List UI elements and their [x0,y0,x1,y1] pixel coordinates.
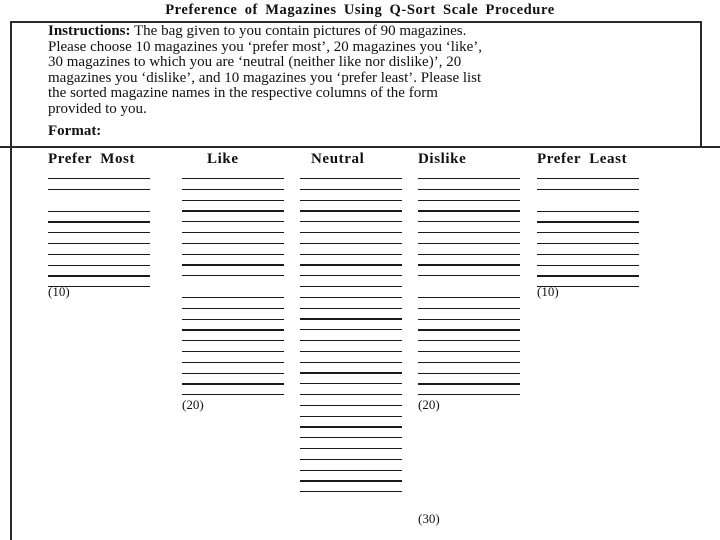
answer-blank-like[interactable] [182,221,284,222]
answer-blank-dislike[interactable] [418,394,520,395]
instructions-line: Please choose 10 magazines you ‘prefer most’, 20 magazines you ‘like’, [48,38,483,55]
section-divider [0,146,720,148]
answer-blank-neutral[interactable] [300,416,402,417]
answer-blank-like[interactable] [182,254,284,255]
answer-blank-dislike[interactable] [418,178,520,179]
answer-blank-neutral[interactable] [300,232,402,233]
answer-blank-neutral[interactable] [300,470,402,471]
column-heading-dislike: Dislike [418,151,467,167]
answer-blank-neutral[interactable] [300,351,402,352]
answer-blank-dislike[interactable] [418,200,520,201]
answer-blank-dislike[interactable] [418,221,520,222]
answer-blank-like[interactable] [182,297,284,298]
instructions-line: magazines you ‘dislike’, and 10 magazines you ‘prefer least’. Please list [48,69,482,86]
answer-blank-neutral[interactable] [300,437,402,438]
answer-blank-prefer-most[interactable] [48,265,150,266]
answer-blank-neutral[interactable] [300,448,402,449]
answer-blank-like[interactable] [182,351,284,352]
answer-blank-like[interactable] [182,210,284,211]
answer-blank-like[interactable] [182,200,284,201]
answer-blank-neutral[interactable] [300,329,402,330]
answer-blank-neutral[interactable] [300,297,402,298]
answer-blank-dislike[interactable] [418,373,520,374]
answer-blank-neutral[interactable] [300,480,402,481]
answer-blank-dislike[interactable] [418,232,520,233]
count-label-neutral: (30) [418,511,440,526]
frame-left-rule [10,21,12,540]
count-label-prefer-most: (10) [48,284,70,299]
answer-blank-prefer-most[interactable] [48,243,150,244]
answer-blank-neutral[interactable] [300,318,402,319]
instructions-line [48,24,708,40]
answer-blank-neutral[interactable] [300,243,402,244]
answer-blank-neutral[interactable] [300,383,402,384]
answer-blank-like[interactable] [182,373,284,374]
answer-blank-prefer-least[interactable] [537,275,639,276]
answer-blank-dislike[interactable] [418,351,520,352]
instructions-line: provided to you. [48,100,147,117]
answer-blank-like[interactable] [182,329,284,330]
answer-blank-dislike[interactable] [418,297,520,298]
answer-blank-like[interactable] [182,308,284,309]
answer-blank-like[interactable] [182,394,284,395]
answer-blank-neutral[interactable] [300,210,402,211]
answer-blank-prefer-most[interactable] [48,189,150,190]
answer-blank-dislike[interactable] [418,254,520,255]
answer-blank-neutral[interactable] [300,275,402,276]
answer-blank-neutral[interactable] [300,264,402,265]
answer-blank-like[interactable] [182,243,284,244]
count-label-like: (20) [182,397,204,412]
answer-blank-neutral[interactable] [300,189,402,190]
answer-blank-like[interactable] [182,275,284,276]
answer-blank-neutral[interactable] [300,491,402,492]
answer-blank-like[interactable] [182,178,284,179]
page-title: Preference of Magazines Using Q-Sort Scale Procedure [165,2,555,18]
answer-blank-like[interactable] [182,189,284,190]
column-heading-like: Like [207,151,239,167]
answer-blank-prefer-least[interactable] [537,254,639,255]
answer-blank-like[interactable] [182,362,284,363]
answer-blank-like[interactable] [182,340,284,341]
answer-blank-prefer-least[interactable] [537,243,639,244]
answer-blank-prefer-least[interactable] [537,232,639,233]
answer-blank-prefer-most[interactable] [48,254,150,255]
answer-blank-prefer-most[interactable] [48,232,150,233]
instructions-label: Instructions: [48,23,131,39]
answer-blank-prefer-least[interactable] [537,178,639,179]
answer-blank-neutral[interactable] [300,459,402,460]
answer-blank-prefer-least[interactable] [537,211,639,212]
answer-blank-dislike[interactable] [418,189,520,190]
instructions-line: 30 magazines to which you are ‘neutral (neither like nor dislike)’, 20 [48,54,462,70]
answer-blank-prefer-most[interactable] [48,275,150,276]
answer-blank-neutral[interactable] [300,286,402,287]
answer-blank-prefer-least[interactable] [537,189,639,190]
answer-blank-dislike[interactable] [418,264,520,265]
answer-blank-prefer-most[interactable] [48,221,150,222]
answer-blank-neutral[interactable] [300,426,402,427]
answer-blank-dislike[interactable] [418,308,520,309]
answer-blank-neutral[interactable] [300,200,402,201]
answer-blank-dislike[interactable] [418,340,520,341]
instructions-block [48,24,708,117]
column-heading-prefer-least: Prefer Least [537,151,628,167]
answer-blank-neutral[interactable] [300,340,402,341]
answer-blank-dislike[interactable] [418,319,520,320]
answer-blank-dislike[interactable] [418,329,520,330]
answer-blank-neutral[interactable] [300,178,402,179]
count-label-dislike: (20) [418,397,440,412]
answer-blank-dislike[interactable] [418,362,520,363]
answer-blank-dislike[interactable] [418,275,520,276]
answer-blank-prefer-least[interactable] [537,221,639,222]
count-label-prefer-least: (10) [537,284,559,299]
answer-blank-neutral[interactable] [300,405,402,406]
answer-blank-neutral[interactable] [300,394,402,395]
instructions-text: The bag given to you contain pictures of 90 magazines. [130,23,467,39]
answer-blank-neutral[interactable] [300,254,402,255]
answer-blank-dislike[interactable] [418,243,520,244]
answer-blank-neutral[interactable] [300,372,402,373]
answer-blank-like[interactable] [182,264,284,265]
answer-blank-neutral[interactable] [300,308,402,309]
answer-blank-like[interactable] [182,383,284,384]
answer-blank-neutral[interactable] [300,221,402,222]
instructions-line: the sorted magazine names in the respective columns of the form [48,85,438,101]
answer-blank-like[interactable] [182,232,284,233]
answer-blank-neutral[interactable] [300,362,402,363]
format-label: Format: [48,123,102,139]
answer-blank-dislike[interactable] [418,210,520,211]
answer-blank-prefer-most[interactable] [48,211,150,212]
answer-blank-dislike[interactable] [418,383,520,384]
answer-blank-prefer-most[interactable] [48,178,150,179]
column-heading-prefer-most: Prefer Most [48,151,136,167]
column-heading-neutral: Neutral [311,151,365,167]
answer-blank-like[interactable] [182,319,284,320]
answer-blank-prefer-least[interactable] [537,265,639,266]
